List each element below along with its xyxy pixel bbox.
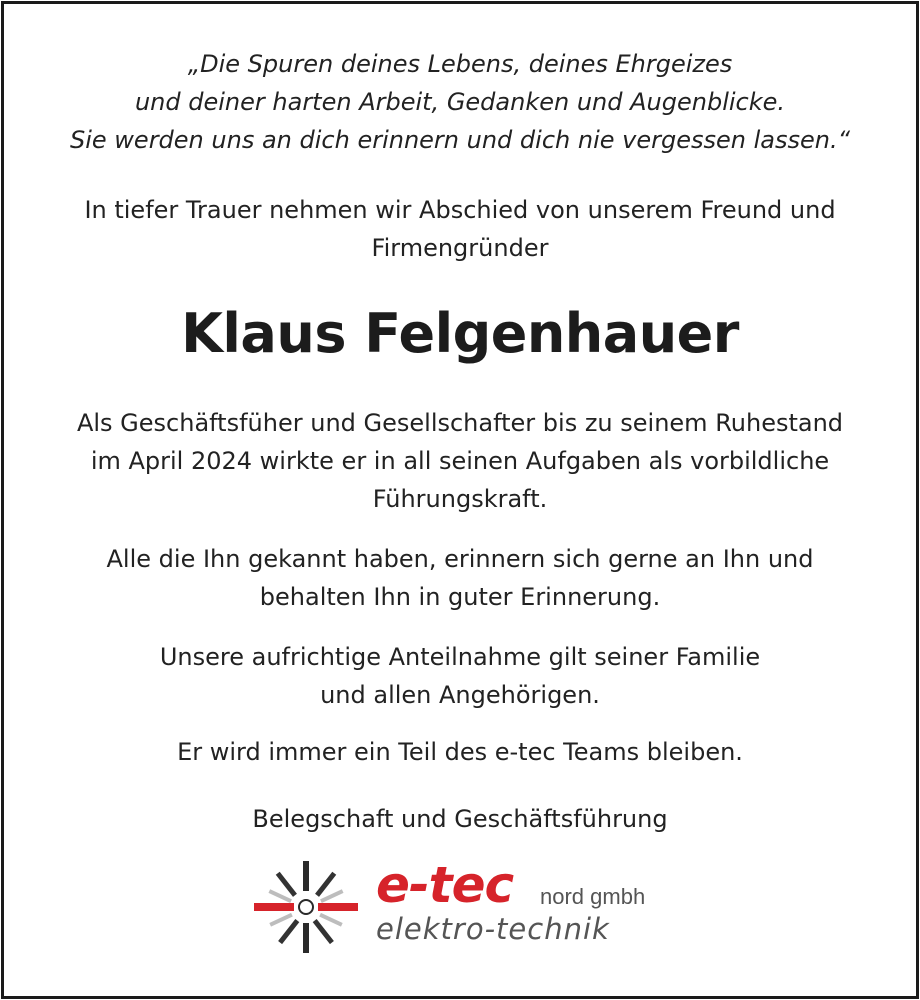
deceased-name: Klaus Felgenhauer [181, 302, 739, 365]
intro-text [4, 191, 916, 267]
remembrance-paragraph [4, 540, 916, 616]
paragraph-line: Unsere aufrichtige Anteilnahme gilt seiner Familie [159, 643, 761, 671]
logo-brand-text: e-tec [376, 856, 514, 914]
quote-line: „Die Spuren deines Lebens, deines Ehrgeizes [187, 50, 733, 78]
logo-tagline-text: elektro-technik [376, 912, 610, 946]
quote-line: Sie werden uns an dich erinnern und dich nie vergessen lassen.“ [70, 126, 850, 154]
signature-line: Belegschaft und Geschäftsführung [252, 805, 668, 833]
paragraph-line: Führungskraft. [372, 485, 548, 513]
company-logo [250, 857, 670, 957]
intro-line: In tiefer Trauer nehmen wir Abschied von unserem Freund und [84, 196, 836, 224]
quote-line: und deiner harten Arbeit, Gedanken und Augenblicke. [134, 88, 786, 116]
logo-suffix-text: nord gmbh [540, 884, 646, 909]
star-burst-logo-icon [250, 857, 362, 957]
paragraph-line: im April 2024 wirkte er in all seinen Aufgaben als vorbildliche [90, 447, 830, 475]
paragraph-line: Als Geschäftsfüher und Gesellschafter bis zu seinem Ruhestand [76, 409, 844, 437]
signature [4, 800, 916, 838]
career-paragraph [4, 404, 916, 518]
condolence-paragraph [4, 638, 916, 714]
memorial-quote [4, 45, 916, 159]
paragraph-line: und allen Angehörigen. [320, 681, 600, 709]
paragraph-line: behalten Ihn in guter Erinnerung. [259, 583, 661, 611]
paragraph-line: Alle die Ihn gekannt haben, erinnern sich gerne an Ihn und [106, 545, 814, 573]
obituary-notice [1, 1, 919, 999]
intro-line: Firmengründer [371, 234, 549, 262]
paragraph-line: Er wird immer ein Teil des e-tec Teams bleiben. [177, 738, 743, 766]
team-paragraph [4, 733, 916, 771]
